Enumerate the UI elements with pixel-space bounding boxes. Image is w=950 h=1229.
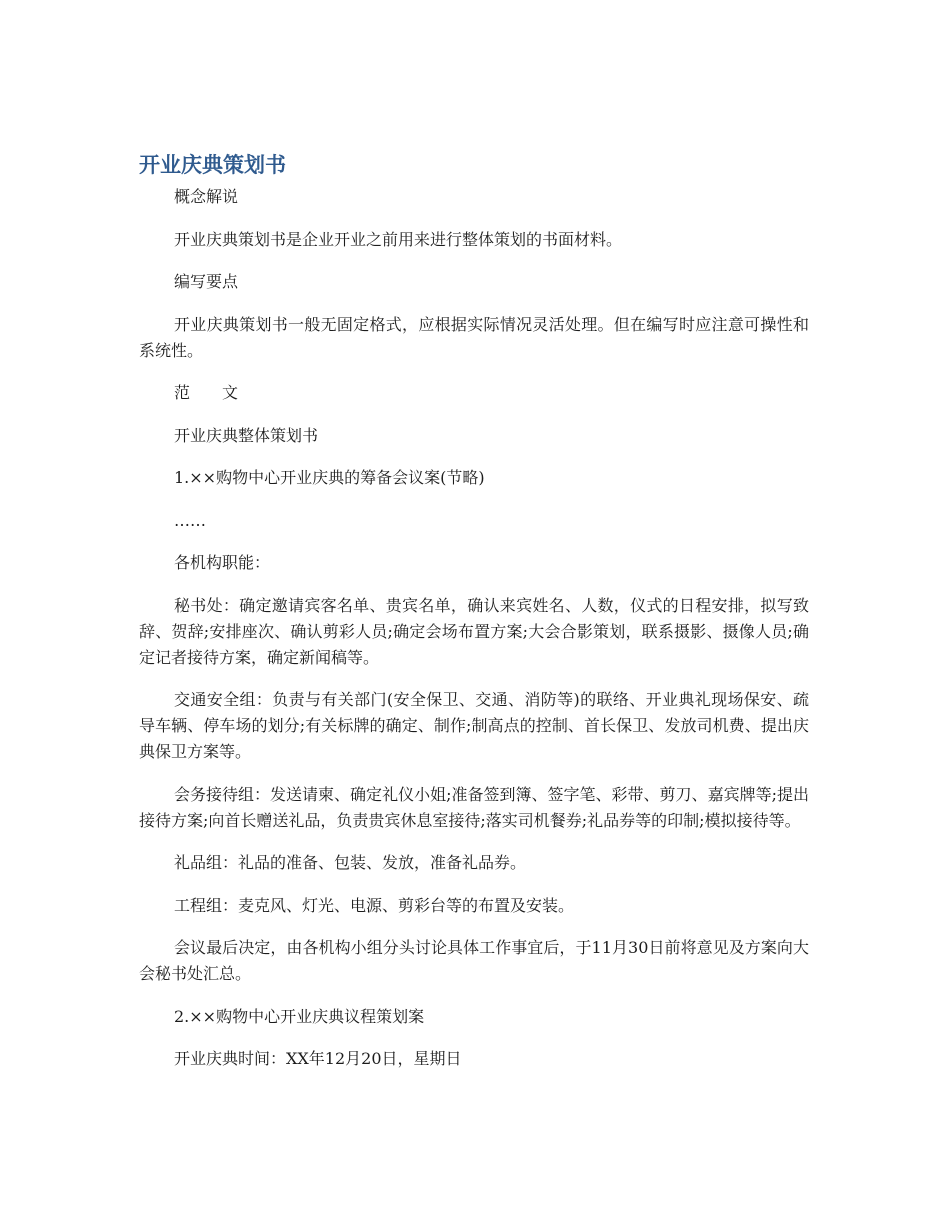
paragraph-concept-heading: 概念解说	[174, 187, 239, 206]
paragraph-gifts: 礼品组：礼品的准备、包装、发放，准备礼品券。	[174, 853, 527, 872]
paragraph-concept: 开业庆典策划书是企业开业之前用来进行整体策划的书面材料。	[174, 229, 623, 249]
paragraph-reception: 会务接待组：发送请柬、确定礼仪小姐;准备签到簿、签字笔、彩带、剪刀、嘉宾牌等;提出接待方案;向首长赠送礼品，负责贵宾休息室接待;落实司机餐券;礼品券等的印制;模拟接待等。	[139, 784, 809, 830]
paragraph-ceremony-time: 开业庆典时间：XX年12月20日，星期日	[174, 1049, 462, 1068]
paragraph-meeting-decision: 会议最后决定，由各机构小组分头讨论具体工作事宜后，于11月30日前将意见及方案向大会秘书处汇总。	[139, 938, 809, 983]
paragraph-section-2: 2.××购物中心开业庆典议程策划案	[174, 1006, 425, 1026]
paragraph-engineering: 工程组：麦克风、灯光、电源、剪彩台等的布置及安装。	[174, 895, 575, 915]
document-title: 开业庆典策划书	[139, 153, 286, 177]
paragraph-writing-points: 开业庆典策划书一般无固定格式，应根据实际情况灵活处理。但在编写时应注意可操性和系统性。	[139, 314, 809, 360]
paragraph-sample-heading: 范 文	[174, 383, 239, 402]
paragraph-secretariat: 秘书处：确定邀请宾客名单、贵宾名单，确认来宾姓名、人数，仪式的日程安排，拟写致辞、贺辞;安排座次、确认剪彩人员;确定会场布置方案;大会合影策划，联系摄影、摄像人员;确定记者接待方案，确定新闻稿等。	[139, 595, 809, 667]
paragraph-plan-title: 开业庆典整体策划书	[174, 425, 319, 445]
document-body	[139, 184, 809, 1089]
paragraph-writing-heading: 编写要点	[174, 272, 239, 291]
paragraph-section-1: 1.××购物中心开业庆典的筹备会议案(节略)	[174, 468, 485, 487]
paragraph-traffic-safety: 交通安全组：负责与有关部门(安全保卫、交通、消防等)的联络、开业典礼现场保安、疏导车辆、停车场的划分;有关标牌的确定、制作;制高点的控制、首长保卫、发放司机费、提出庆典保卫方案等。	[139, 690, 809, 761]
paragraph-ellipsis: ……	[174, 510, 206, 530]
paragraph-functions-heading: 各机构职能：	[174, 553, 271, 572]
